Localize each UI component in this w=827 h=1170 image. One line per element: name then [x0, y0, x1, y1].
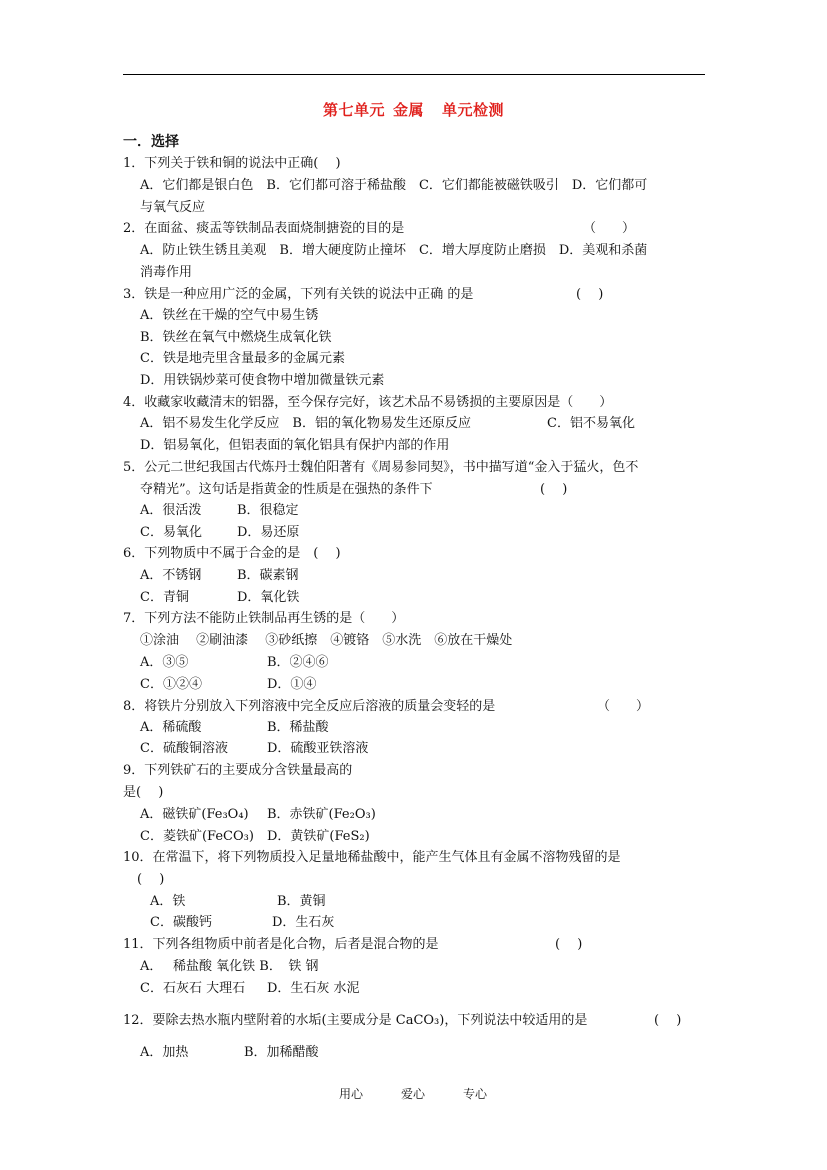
q10-option-c: C．碳酸钙	[150, 915, 212, 930]
q10-stem: 10．在常温下，将下列物质投入足量地稀盐酸中，能产生气体且有金属不溶物残留的是	[123, 850, 621, 865]
q8-option-c: C．硫酸铜溶液	[140, 741, 228, 756]
q2-options: A．防止铁生锈且美观 B．增大硬度防止撞坏 C．增大厚度防止磨损 D．美观和杀菌	[140, 243, 648, 258]
q5-answer-blank: ( )	[540, 482, 568, 497]
footer-item-3: 专心	[463, 1087, 488, 1101]
page-title	[0, 99, 827, 120]
q3-option-d: D．用铁锅炒菜可使食物中增加微量铁元素	[140, 373, 385, 388]
q8-stem: 8．将铁片分别放入下列溶液中完全反应后溶液的质量会变轻的是	[123, 699, 496, 714]
title-topic: 金属	[392, 101, 424, 119]
q8-option-b: B．稀盐酸	[267, 720, 329, 735]
q2-options-cont: 消毒作用	[140, 265, 193, 280]
q6-stem: 6．下列物质中不属于合金的是 ( )	[123, 546, 341, 561]
q3-option-c: C．铁是地壳里含量最多的金属元素	[140, 351, 345, 366]
q2-answer-blank: （ ）	[583, 221, 636, 236]
q7-methods: ①涂油 ②刷油漆 ③砂纸擦 ④镀铬 ⑤水洗 ⑥放在干燥处	[140, 633, 513, 648]
q8-option-d: D．硫酸亚铁溶液	[267, 741, 369, 756]
q9-stem-cont: 是( )	[123, 785, 164, 800]
q5-option-b: B．很稳定	[237, 503, 299, 518]
q1-stem: 1．下列关于铁和铜的说法中正确( )	[123, 156, 341, 171]
q9-option-d: D．黄铁矿(FeS₂)	[267, 829, 370, 844]
q4-option-ab: A．铝不易发生化学反应 B．铝的氧化物易发生还原反应	[140, 416, 471, 431]
q7-stem: 7．下列方法不能防止铁制品再生锈的是（ ）	[123, 611, 405, 626]
q3-answer-blank: ( )	[576, 287, 604, 302]
title-unit: 第七单元	[322, 101, 385, 119]
q7-option-b: B．②④⑥	[267, 655, 329, 670]
q1-options-cont: 与氧气反应	[140, 200, 206, 215]
q9-option-a: A．磁铁矿(Fe₃O₄)	[140, 807, 249, 822]
q8-answer-blank: （ ）	[597, 699, 650, 714]
q6-option-b: B．碳素钢	[237, 568, 299, 583]
q10-option-a: A．铁	[150, 894, 186, 909]
q1-options: A．它们都是银白色 B．它们都可溶于稀盐酸 C．它们都能被磁铁吸引 D．它们都可	[140, 178, 648, 193]
q5-option-c: C．易氧化	[140, 525, 202, 540]
q2-stem: 2．在面盆、痰盂等铁制品表面烧制搪瓷的目的是	[123, 221, 405, 236]
footer-item-2: 爱心	[401, 1087, 426, 1101]
q12-stem: 12．要除去热水瓶内壁附着的水垢(主要成分是 CaCO₃)，下列说法中较适用的是	[123, 1013, 588, 1028]
q4-option-d: D．铝易氧化，但铝表面的氧化铝具有保护内部的作用	[140, 438, 450, 453]
header-rule	[123, 74, 705, 75]
q11-option-ab: A． 稀盐酸 氧化铁 B． 铁 钢	[140, 959, 319, 974]
q6-option-c: C．青铜	[140, 590, 189, 605]
q9-stem: 9．下列铁矿石的主要成分含铁量最高的	[123, 763, 353, 778]
q5-option-d: D．易还原	[237, 525, 300, 540]
q12-option-b: B．加稀醋酸	[244, 1045, 319, 1060]
q6-option-d: D．氧化铁	[237, 590, 300, 605]
q10-option-b: B．黄铜	[277, 894, 326, 909]
q12-answer-blank: ( )	[654, 1013, 682, 1028]
q10-option-d: D．生石灰	[272, 915, 335, 930]
q9-option-c: C．菱铁矿(FeCO₃)	[140, 829, 254, 844]
q9-option-b: B．赤铁矿(Fe₂O₃)	[267, 807, 376, 822]
q3-option-b: B．铁丝在氧气中燃烧生成氧化铁	[140, 330, 332, 345]
q10-answer-blank: ( )	[137, 872, 165, 887]
q5-stem: 5．公元二世纪我国古代炼丹士魏伯阳著有《周易参同契》，书中描写道“金入于猛火，色不	[123, 460, 639, 475]
q6-option-a: A．不锈钢	[140, 568, 202, 583]
q4-option-c: C．铝不易氧化	[547, 416, 635, 431]
q11-stem: 11．下列各组物质中前者是化合物，后者是混合物的是	[123, 937, 439, 952]
q5-stem-cont: 夺精光”。这句话是指黄金的性质是在强热的条件下	[140, 482, 433, 497]
section-heading: 一．选择	[123, 134, 179, 150]
q7-option-d: D．①④	[267, 677, 317, 692]
q11-answer-blank: ( )	[555, 937, 583, 952]
q7-option-c: C．①②④	[140, 677, 202, 692]
q3-stem: 3．铁是一种应用广泛的金属，下列有关铁的说法中正确 的是	[123, 287, 474, 302]
q12-option-a: A．加热	[140, 1045, 189, 1060]
q5-option-a: A．很活泼	[140, 503, 202, 518]
footer-item-1: 用心	[339, 1087, 364, 1101]
title-test: 单元检测	[442, 101, 505, 119]
q11-option-d: D．生石灰 水泥	[267, 981, 360, 996]
q3-option-a: A．铁丝在干燥的空气中易生锈	[140, 308, 319, 323]
q11-option-c: C．石灰石 大理石	[140, 981, 246, 996]
q8-option-a: A．稀硫酸	[140, 720, 202, 735]
q4-stem: 4．收藏家收藏清末的铝器，至今保存完好，该艺术品不易锈损的主要原因是（ ）	[123, 395, 613, 410]
q7-option-a: A．③⑤	[140, 655, 189, 670]
